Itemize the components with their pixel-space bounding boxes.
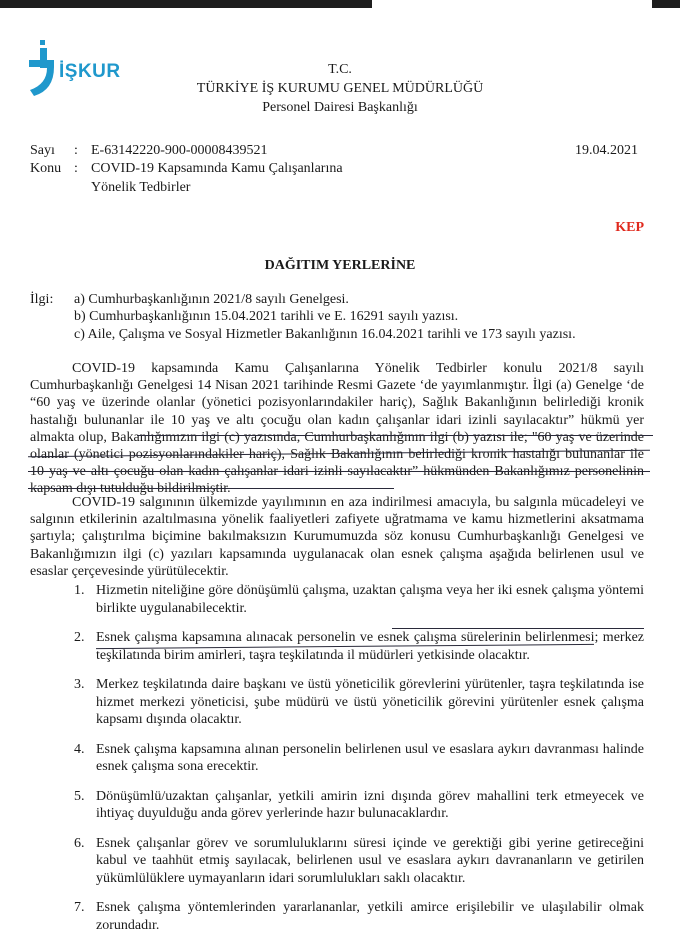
list-item-number: 2.: [74, 630, 85, 645]
paragraph-1-text: COVID-19 kapsamında Kamu Çalışanlarına Yönelik Tedbirler konulu 2021/8 sayılı Cumhurbaşkanlığı Genelgesi 14 Nisan 2021 tarihinde Resmi Gazete ‘de yayımlanmıştır. İlgi (a) Genelge ‘de “60 yaş ve üzerinde olanlar (yönetici pozisyonlarındakiler hariç), Sağlık Bakanlığının belirlediği kronik hastalığı bulunanlar ile 10 yaş ve altı çocuğu olan kadın çalışanlar idari izinli sayılacaktır” hükmü yer almakta olup, Bakanlığımızın ilgi (c) yazısında, Cumhurbaşkanlığının ilgi (b) yazısı ile; "60 yaş ve üzerinde olanlar (yönetici pozisyonlarındakiler hariç), Sağlık Bakanlığının belirlediği kronik hastalığı bulunanlar ile 10 yaş ve altı çocuğu olan kadın çalışanlar idari izinli sayılacaktır” hükmünden Bakanlığımız personelinin kapsam dışı tutulduğu bildirilmiştir.: [30, 361, 644, 497]
konu-line-1: COVID-19 Kapsamında Kamu Çalışanlarına: [91, 161, 343, 176]
pen-underline-mark: [28, 488, 394, 489]
list-item-number: 7.: [74, 900, 85, 915]
paragraph-2-text: COVID-19 salgınının ülkemizde yayılımının en aza indirilmesi amacıyla, bu salgınla mücadeleyi ve salgının etkilerinin azaltılmasına yönelik faaliyetleri zafiyete uğratmama ve kamu hizmetlerini aksatmama şartıyla; çalıştırılma biçimine bakılmaksızın Kurumumuzda söz konusu Cumhurbaşkanlığı Genelgesi ve Bakanlığımızın ilgi (c) yazıları kapsamında uygulanacak olan esnek çalışma aşağıda belirlenen usul ve esaslar çerçevesinde yürütülecektir.: [30, 495, 644, 579]
ilgi-item-b: b) Cumhurbaşkanlığının 15.04.2021 tarihli ve E. 16291 sayılı yazısı.: [74, 309, 459, 324]
list-item-text: Hizmetin niteliğine göre dönüşümlü çalışma, uzaktan çalışma veya her iki esnek çalışma yöntemi birlikte uygulanabilecektir.: [96, 583, 644, 616]
header-line-tc: T.C.: [328, 62, 352, 77]
list-item: [74, 835, 644, 888]
konu-line-2: Yönelik Tedbirler: [91, 180, 191, 195]
pen-underline-mark: [392, 628, 644, 629]
list-item-text: Esnek çalışanlar görev ve sorumluluklarını süresi içinde ve gerektiği gibi yerine getireceğini kabul ve taahhüt etmiş sayılacak, belirlenen usul ve esaslara aykırı davrananların ve getirilen yükümlülüklere uymayanların idari sorumlulukları saklı olacaktır.: [96, 835, 644, 886]
pen-underline-mark: [137, 435, 653, 436]
measures-list: [74, 582, 644, 946]
list-item-number: 3.: [74, 677, 85, 692]
header-department: Personel Dairesi Başkanlığı: [262, 100, 418, 115]
list-item: [74, 582, 644, 617]
ilgi-item-c: c) Aile, Çalışma ve Sosyal Hizmetler Bakanlığının 16.04.2021 tarihli ve 173 sayılı yazısı.: [74, 327, 576, 342]
list-item-text: Esnek çalışma kapsamına alınacak personelin ve esnek çalışma sürelerinin belirlenmesi; merkez teşkilatında birim amirleri, taşra teşkilatında il müdürleri yetkisinde olacaktır.: [96, 630, 644, 663]
list-item-number: 1.: [74, 583, 85, 598]
list-item-number: 6.: [74, 835, 85, 851]
list-item-text: Dönüşümlü/uzaktan çalışanlar, yetkili amirin izni dışında görev mahallini terk etmeyecek ve ihtiyaç duyulduğu anda görev yerlerinde hazır bulunacaklardır.: [96, 788, 644, 821]
sayi-value: E-63142220-900-00008439521: [91, 143, 268, 158]
list-item: [74, 676, 644, 729]
distribution-title: DAĞITIM YERLERİNE: [264, 258, 416, 273]
konu-colon: :: [74, 161, 78, 176]
list-item-text: Merkez teşkilatında daire başkanı ve üstü yöneticilik görevlerini yürütenler, taşra teşkilatında ise hizmet merkezi yöneticisi, şube müdürü ve üstü yöneticilik görevini yürütenler esnek çalışma kapsamı dışında olacaktır.: [96, 677, 644, 727]
ilgi-item-a: a) Cumhurbaşkanlığının 2021/8 sayılı Genelgesi.: [74, 292, 349, 307]
list-item-number: 5.: [74, 788, 85, 804]
header-institution: TÜRKİYE İŞ KURUMU GENEL MÜDÜRLÜĞÜ: [196, 81, 484, 96]
list-item: [74, 788, 644, 823]
list-item: [74, 741, 644, 776]
scan-top-bar-right: [652, 0, 680, 8]
document-date: 19.04.2021: [575, 143, 638, 158]
list-item-text: Esnek çalışma kapsamına alınan personelin belirlenen usul ve esaslara aykırı davranması halinde esnek çalışma sona erecektir.: [96, 741, 644, 774]
list-item-number: 4.: [74, 741, 85, 757]
list-item-text: Esnek çalışma yöntemlerinden yararlananlar, yetkili amirce erişilebilir ve ulaşılabilir olmak zorundadır.: [96, 900, 644, 933]
logo-text: İŞKUR: [59, 61, 121, 82]
sayi-colon: :: [74, 143, 78, 158]
scan-top-bar-left: [0, 0, 372, 8]
kep-mark: KEP: [615, 220, 644, 235]
body-paragraph-1: [30, 360, 644, 498]
pen-underline-mark: [28, 471, 650, 472]
ilgi-label: İlgi:: [30, 292, 54, 307]
konu-label: Konu: [30, 161, 62, 176]
list-item: [74, 899, 644, 934]
body-paragraph-2: [30, 494, 644, 580]
sayi-label: Sayı: [30, 143, 55, 158]
